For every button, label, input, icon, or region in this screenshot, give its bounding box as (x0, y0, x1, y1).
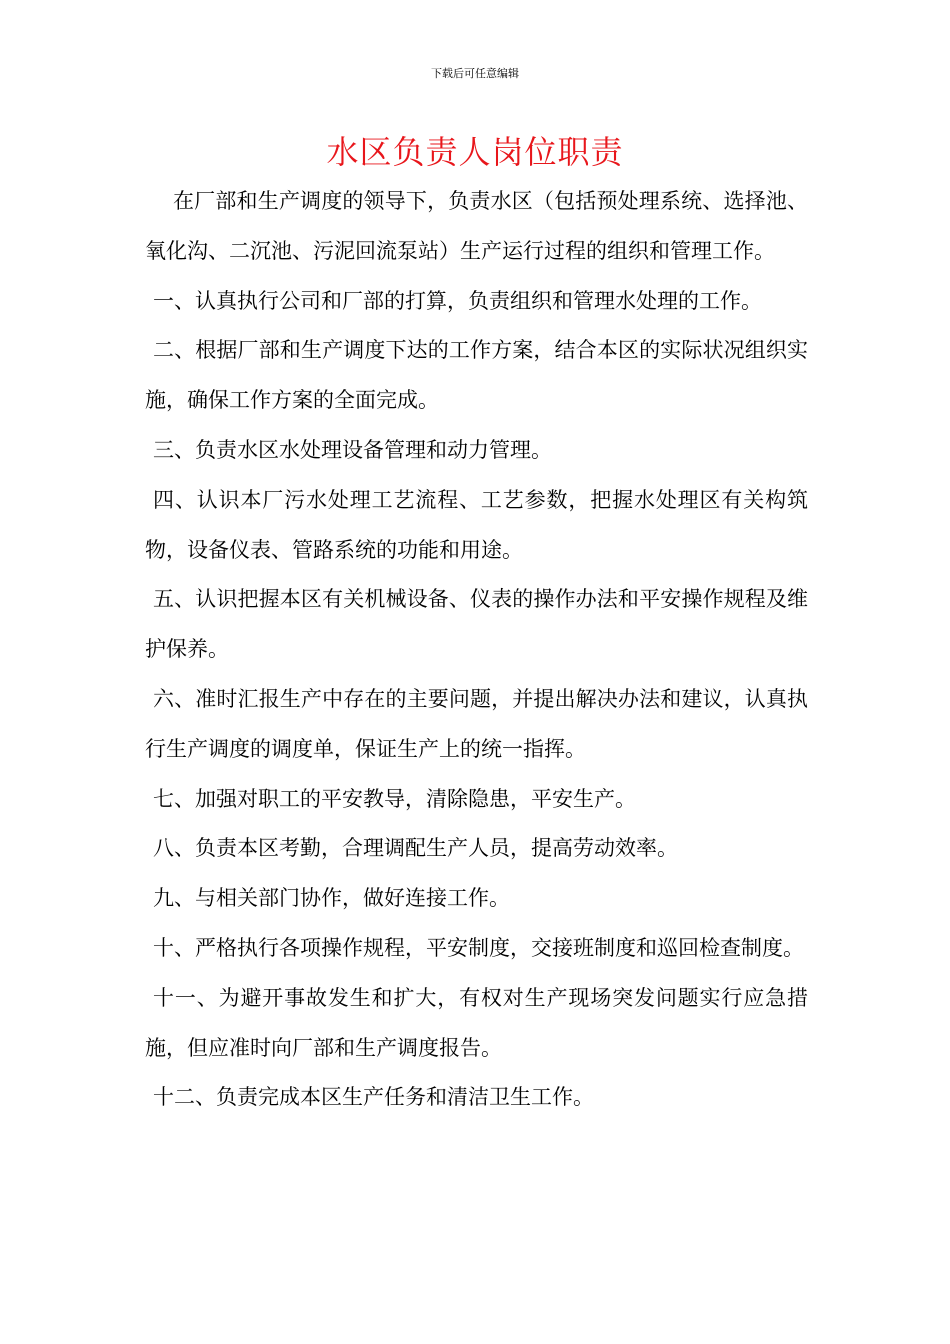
duty-item-8: 八、负责本区考勤，合理调配生产人员，提高劳动效率。 (153, 836, 678, 861)
document-body (145, 177, 808, 1123)
duty-item-7: 七、加强对职工的平安教导，清除隐患，平安生产。 (153, 786, 636, 811)
document-title: 水区负责人岗位职责 (326, 133, 624, 171)
duty-item-1: 一、认真执行公司和厂部的打算，负责组织和管理水处理的工作。 (153, 288, 762, 313)
duty-item-12: 十二、负责完成本区生产任务和清洁卫生工作。 (153, 1085, 594, 1110)
duty-item-6: 六、准时汇报生产中存在的主要问题，并提出解决办法和建议，认真执行生产调度的调度单，保证生产上的统一指挥。 (145, 686, 808, 761)
duty-item-11: 十一、为避开事故发生和扩大，有权对生产现场突发问题实行应急措施，但应准时向厂部和生产调度报告。 (145, 985, 808, 1060)
duty-item-4: 四、认识本厂污水处理工艺流程、工艺参数，把握水处理区有关构筑物，设备仪表、管路系统的功能和用途。 (145, 487, 808, 562)
intro-paragraph: 在厂部和生产调度的领导下，负责水区（包括预处理系统、选择池、氧化沟、二沉池、污泥回流泵站）生产运行过程的组织和管理工作。 (145, 189, 808, 263)
duty-item-3: 三、负责水区水处理设备管理和动力管理。 (153, 437, 552, 462)
duty-item-2: 二、根据厂部和生产调度下达的工作方案，结合本区的实际状况组织实施，确保工作方案的全面完成。 (145, 338, 808, 413)
duty-item-9: 九、与相关部门协作，做好连接工作。 (153, 886, 510, 911)
duty-item-10: 十、严格执行各项操作规程，平安制度，交接班制度和巡回检查制度。 (153, 935, 804, 960)
duty-item-5: 五、认识把握本区有关机械设备、仪表的操作办法和平安操作规程及维护保养。 (145, 587, 808, 662)
header-note: 下载后可任意编辑 (431, 67, 519, 80)
